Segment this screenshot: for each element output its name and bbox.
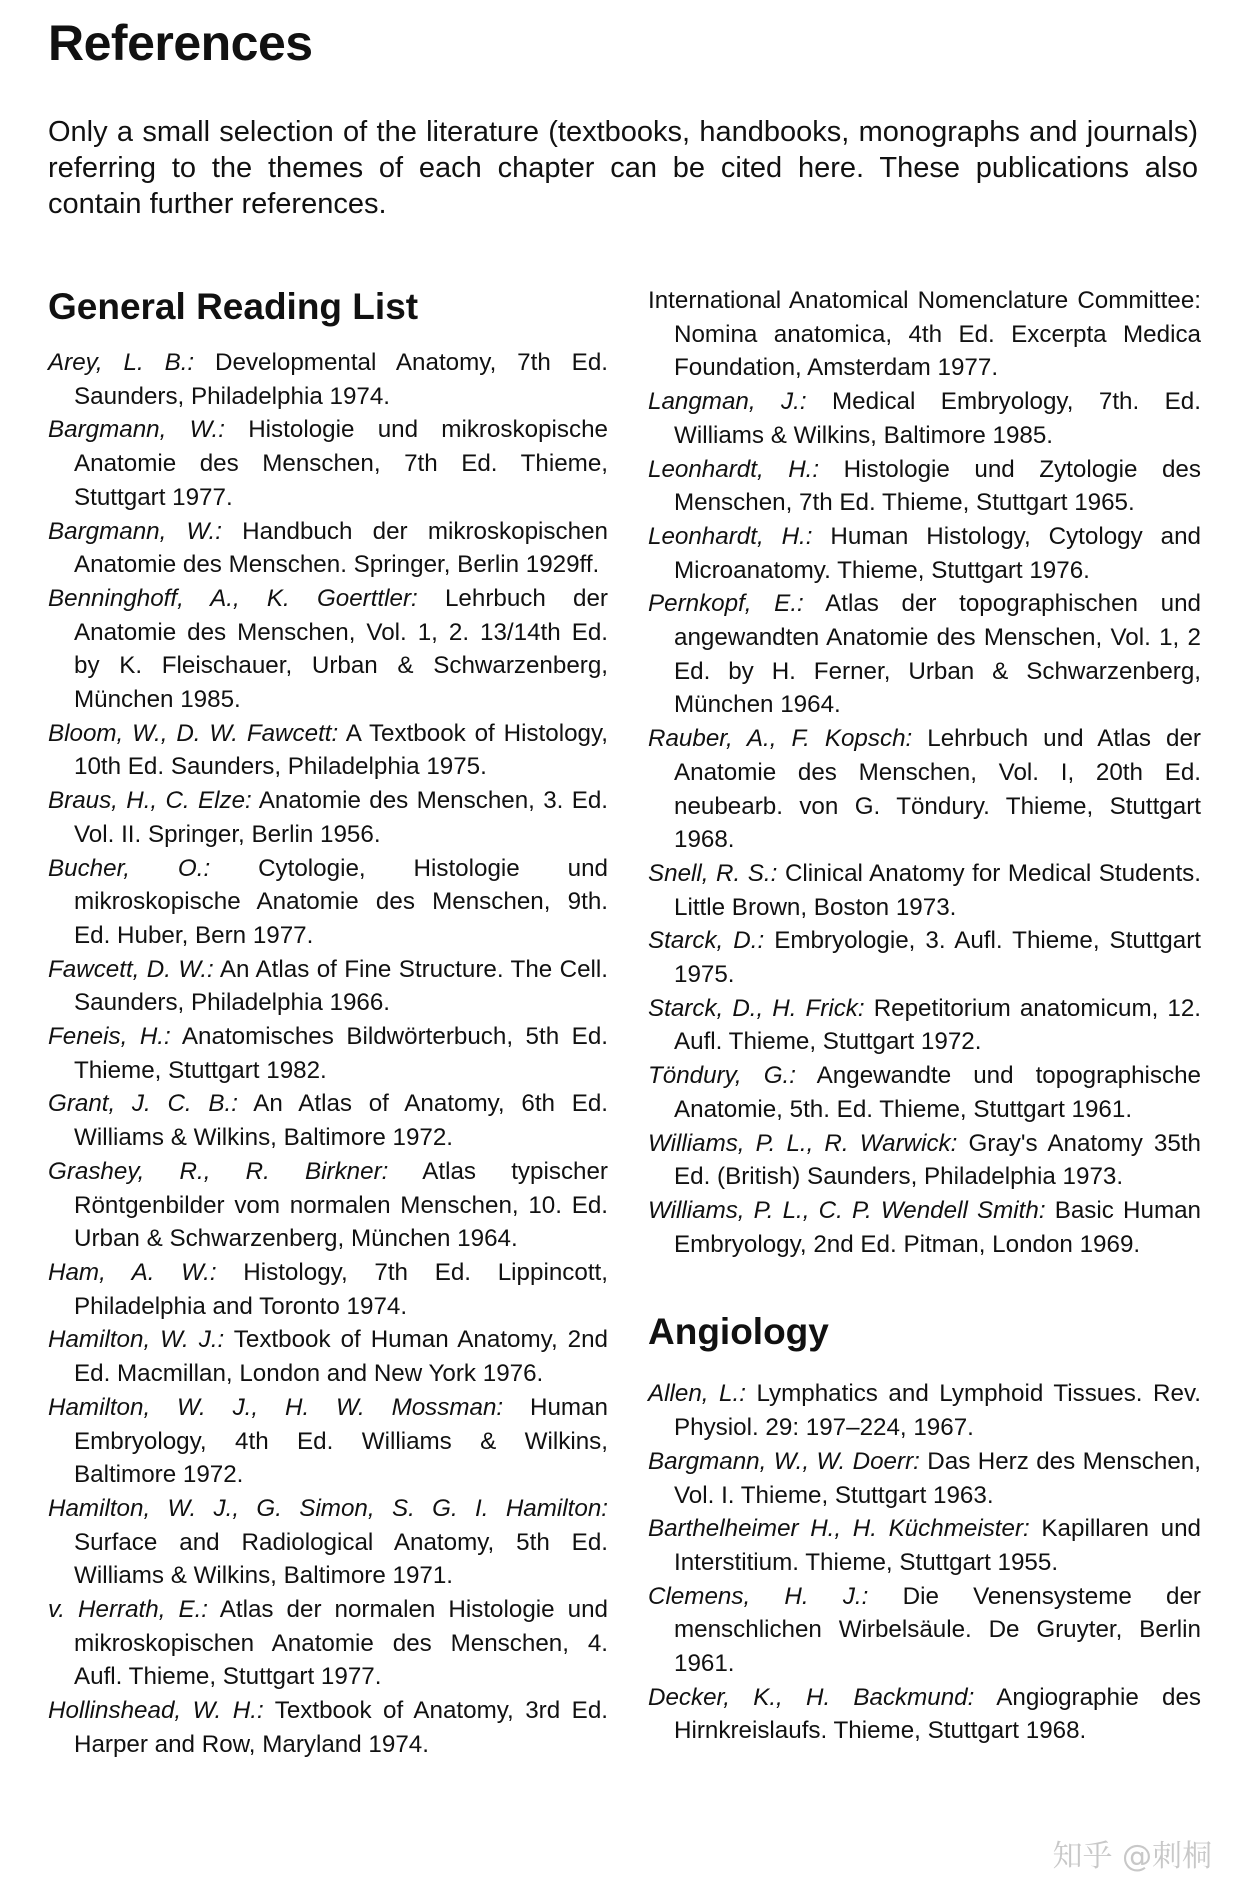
reference-authors: Feneis, H.: [48,1023,171,1051]
general-reading-list-right [648,284,1201,1261]
reference-entry [48,346,608,413]
reference-authors: Hollinshead, W. H.: [48,1697,264,1725]
reference-authors: Grashey, R., R. Birkner: [48,1157,389,1185]
left-column [48,284,608,1762]
reference-entry [648,924,1201,991]
reference-authors: Hamilton, W. J., H. W. Mossman: [48,1393,504,1421]
reference-entry [648,453,1201,520]
reference-text: Anatomisches Bildwörterbuch, 5th Ed. Thieme, Stuttgart 1982. [74,1023,608,1084]
reference-entry [48,1087,608,1154]
reference-authors: Clemens, H. J.: [648,1582,869,1610]
reference-text: Cytologie, Histologie und mikroskopische Anatomie des Menschen, 9th. Ed. Huber, Bern 1977. [74,854,608,949]
section-title-general-reading: General Reading List [48,286,419,327]
reference-authors: Fawcett, D. W.: [48,955,214,983]
reference-entry [48,1593,608,1694]
reference-text: Handbuch der mikroskopischen Anatomie des Menschen. Springer, Berlin 1929ff. [74,517,608,579]
reference-entry [48,413,608,514]
reference-authors: Bloom, W., D. W. Fawcett: [48,719,339,747]
reference-text: Medical Embryology, 7th. Ed. Williams & Wilkins, Baltimore 1985. [674,388,1201,449]
reference-text: Lehrbuch und Atlas der Anatomie des Menschen, Vol. I, 20th Ed. neubearb. von G. Töndury. Thieme, Stuttgart 1968. [674,725,1201,854]
reference-entry [48,1492,608,1593]
reference-authors: Starck, D.: [648,927,765,955]
reference-entry [648,722,1201,857]
reference-entry [648,520,1201,587]
reference-text: An Atlas of Anatomy, 6th Ed. Williams & Wilkins, Baltimore 1972. [74,1090,608,1152]
reference-entry [648,587,1201,722]
reference-authors: Snell, R. S.: [648,859,778,887]
reference-entry [648,1580,1201,1681]
reference-entry [48,515,608,582]
watermark: 知乎 @刺桐 [1052,1839,1212,1874]
reference-text: Embryologie, 3. Aufl. Thieme, Stuttgart 1975. [674,927,1201,989]
reference-entry [48,717,608,784]
reference-entry [648,1377,1201,1444]
reference-entry [48,852,608,953]
reference-authors: Allen, L.: [648,1380,746,1408]
reference-entry [648,992,1201,1059]
reference-text: International Anatomical Nomenclature Committee: Nomina anatomica, 4th Ed. Excerpta Medica Foundation, Amsterdam 1977. [648,287,1201,382]
reference-authors: Starck, D., H. Frick: [648,994,865,1022]
right-column [648,284,1201,1748]
section-title-angiology: Angiology [648,1311,829,1353]
reference-text: Developmental Anatomy, 7th Ed. Saunders, Philadelphia 1974. [74,349,608,410]
reference-entry [648,1059,1201,1126]
reference-authors: Langman, J.: [648,388,807,416]
reference-entry [48,1256,608,1323]
reference-text: An Atlas of Fine Structure. The Cell. Saunders, Philadelphia 1966. [74,955,609,1017]
reference-text: Textbook of Human Anatomy, 2nd Ed. Macmillan, London and New York 1976. [74,1326,608,1388]
general-reading-list-left [48,346,608,1762]
reference-text: Histology, 7th Ed. Lippincott, Philadelphia and Toronto 1974. [74,1258,608,1320]
reference-authors: Ham, A. W.: [48,1258,217,1286]
reference-text: Repetitorium anatomicum, 12. Aufl. Thieme, Stuttgart 1972. [674,994,1201,1056]
reference-text: Textbook of Anatomy, 3rd Ed. Harper and Row, Maryland 1974. [74,1697,608,1758]
reference-text: Lehrbuch der Anatomie des Menschen, Vol. 1, 2. 13/14th Ed. by K. Fleischauer, Urban & Schwarzenberg, München 1985. [74,584,608,714]
reference-text: A Textbook of Histology, 10th Ed. Saunders, Philadelphia 1975. [74,719,608,781]
reference-text: Atlas typischer Röntgenbilder vom normalen Menschen, 10. Ed. Urban & Schwarzenberg, München 1964. [74,1157,608,1253]
reference-authors: Williams, P. L., R. Warwick: [648,1129,958,1157]
reference-entry [48,1323,608,1390]
reference-authors: Hamilton, W. J., G. Simon, S. G. I. Hamilton: [48,1494,608,1522]
reference-text: Das Herz des Menschen, Vol. I. Thieme, Stuttgart 1963. [674,1447,1201,1509]
reference-text: Human Embryology, 4th Ed. Williams & Wilkins, Baltimore 1972. [74,1393,608,1489]
reference-entry [648,857,1201,924]
reference-entry [648,1445,1201,1512]
reference-authors: Bargmann, W.: [48,517,222,545]
reference-entry [648,385,1201,452]
reference-authors: Hamilton, W. J.: [48,1326,225,1354]
reference-authors: Bucher, O.: [48,854,211,882]
reference-authors: Benninghoff, A., K. Goerttler: [48,584,418,612]
reference-entry [48,1391,608,1492]
reference-text: Atlas der topographischen und angewandten Anatomie des Menschen, Vol. 1, 2 Ed. by H. Ferner, Urban & Schwarzenberg, München 1964. [674,590,1201,719]
reference-text: Gray's Anatomy 35th Ed. (British) Saunders, Philadelphia 1973. [674,1129,1201,1191]
reference-entry [48,1020,608,1087]
reference-entry [48,1155,608,1256]
reference-text: Clinical Anatomy for Medical Students. Little Brown, Boston 1973. [674,859,1201,921]
reference-entry [648,284,1201,385]
reference-entry [648,1681,1201,1748]
reference-authors: Barthelheimer H., H. Küchmeister: [648,1515,1030,1543]
reference-authors: Rauber, A., F. Kopsch: [648,725,913,753]
reference-text: Lymphatics and Lymphoid Tissues. Rev. Physiol. 29: 197–224, 1967. [674,1380,1201,1442]
reference-text: Angewandte und topographische Anatomie, 5th. Ed. Thieme, Stuttgart 1961. [674,1062,1201,1123]
reference-text: Basic Human Embryology, 2nd Ed. Pitman, London 1969. [674,1196,1201,1258]
reference-entry [648,1512,1201,1579]
reference-authors: Williams, P. L., C. P. Wendell Smith: [648,1196,1046,1224]
reference-authors: Töndury, G.: [648,1062,796,1090]
reference-authors: Grant, J. C. B.: [48,1090,238,1118]
reference-authors: Bargmann, W., W. Doerr: [648,1447,920,1475]
reference-entry [48,1694,608,1761]
reference-entry [648,1194,1201,1261]
reference-text: Kapillaren und Interstitium. Thieme, Stuttgart 1955. [674,1515,1201,1576]
reference-authors: Leonhardt, H.: [648,522,813,550]
reference-text: Surface and Radiological Anatomy, 5th Ed. Williams & Wilkins, Baltimore 1971. [74,1528,608,1590]
page-title: References [48,15,313,71]
reference-authors: Arey, L. B.: [48,349,195,376]
reference-authors: Braus, H., C. Elze: [48,787,252,815]
reference-authors: Leonhardt, H.: [648,455,820,483]
angiology-list [648,1377,1201,1748]
intro-paragraph: Only a small selection of the literature (textbooks, handbooks, monographs and journals) referring to the themes of each chapter can be cited here. These publications also contain further references. [48,116,1198,220]
reference-entry [648,1127,1201,1194]
reference-authors: Pernkopf, E.: [648,590,804,618]
reference-entry [48,953,608,1020]
reference-text: Angiographie des Hirnkreislaufs. Thieme, Stuttgart 1968. [674,1683,1201,1745]
reference-authors: v. Herrath, E.: [48,1596,209,1624]
reference-entry [48,784,608,851]
reference-authors: Decker, K., H. Backmund: [648,1683,975,1711]
reference-text: Histologie und mikroskopische Anatomie des Menschen, 7th Ed. Thieme, Stuttgart 1977. [74,416,608,511]
reference-entry [48,582,608,717]
reference-authors: Bargmann, W.: [48,416,225,444]
reference-text: Die Venensysteme der menschlichen Wirbelsäule. De Gruyter, Berlin 1961. [674,1582,1201,1678]
reference-text: Human Histology, Cytology and Microanatomy. Thieme, Stuttgart 1976. [674,522,1201,584]
reference-text: Atlas der normalen Histologie und mikroskopischen Anatomie des Menschen, 4. Aufl. Thieme, Stuttgart 1977. [74,1596,608,1691]
reference-text: Histologie und Zytologie des Menschen, 7th Ed. Thieme, Stuttgart 1965. [674,455,1201,517]
reference-text: Anatomie des Menschen, 3. Ed. Vol. II. Springer, Berlin 1956. [74,787,609,848]
